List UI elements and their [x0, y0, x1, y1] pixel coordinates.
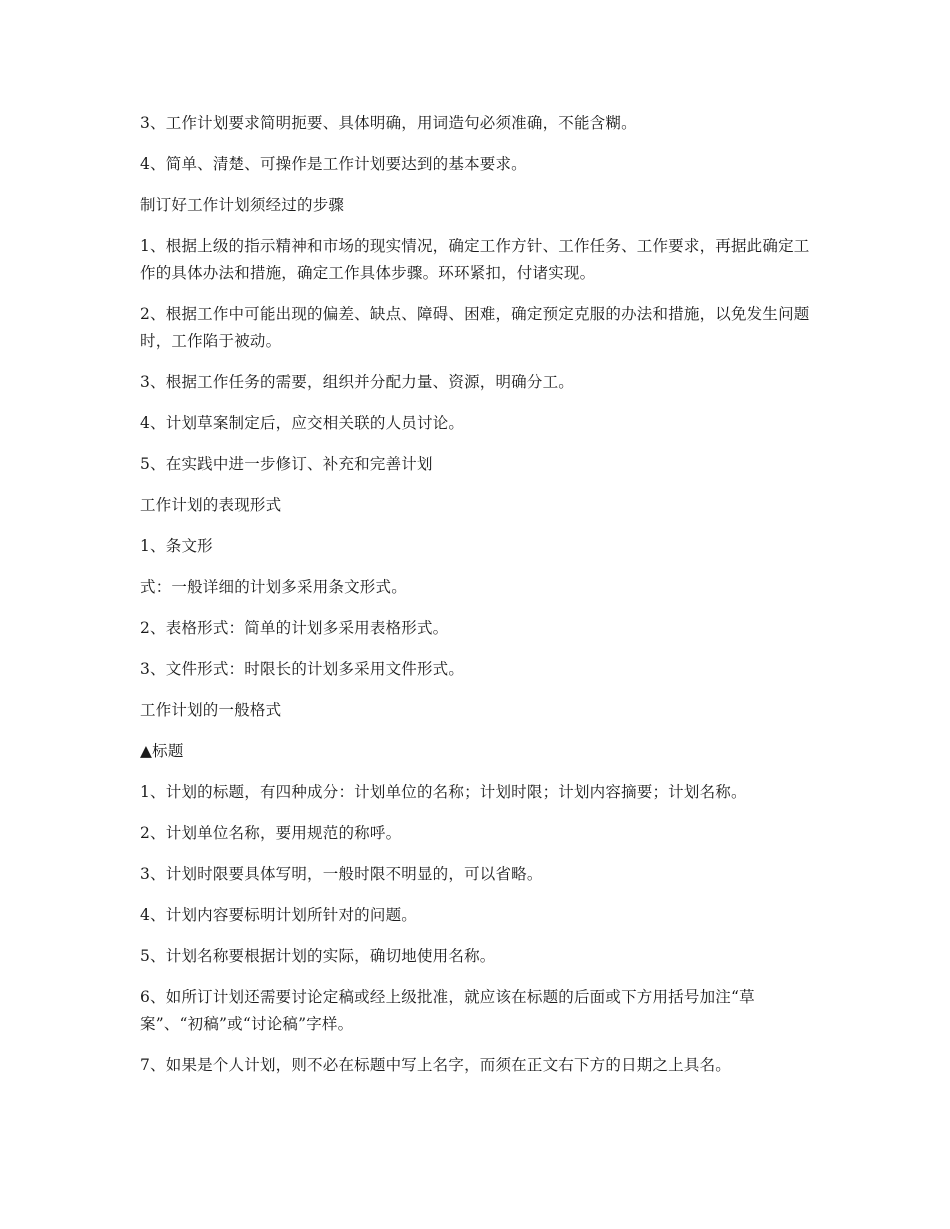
paragraph-step-5: 5、在实践中进一步修订、补充和完善计划: [140, 455, 433, 473]
paragraph-step-2: 2、根据工作中可能出现的偏差、缺点、障碍、困难，确定预定克服的办法和措施，以免发生问题时，工作陷于被动。: [140, 305, 810, 350]
paragraph-title-6: 6、如所订计划还需要讨论定稿或经上级批准，就应该在标题的后面或下方用括号加注“草案”、“初稿”或“讨论稿”字样。: [140, 988, 755, 1033]
paragraph-form-2: 2、表格形式：简单的计划多采用表格形式。: [140, 619, 449, 637]
paragraph-requirement-4: 4、简单、清楚、可操作是工作计划要达到的基本要求。: [140, 155, 527, 173]
paragraph-title-5: 5、计划名称要根据计划的实际，确切地使用名称。: [140, 947, 496, 965]
paragraph-step-1: 1、根据上级的指示精神和市场的现实情况，确定工作方针、工作任务、工作要求，再据此确定工作的具体办法和措施，确定工作具体步骤。环环紧扣，付诸实现。: [140, 237, 810, 282]
paragraph-title-7: 7、如果是个人计划，则不必在标题中写上名字，而须在正文右下方的日期之上具名。: [140, 1056, 731, 1074]
section-heading-forms: 工作计划的表现形式: [140, 496, 282, 514]
paragraph-form-1b: 式：一般详细的计划多采用条文形式。: [140, 578, 407, 596]
section-heading-steps: 制订好工作计划须经过的步骤: [140, 196, 345, 214]
paragraph-form-3: 3、文件形式：时限长的计划多采用文件形式。: [140, 660, 465, 678]
paragraph-title-4: 4、计划内容要标明计划所针对的问题。: [140, 906, 417, 924]
paragraph-title-2: 2、计划单位名称，要用规范的称呼。: [140, 824, 402, 842]
paragraph-requirement-3: 3、工作计划要求简明扼要、具体明确，用词造句必须准确，不能含糊。: [140, 114, 637, 132]
subheading-title: ▲标题: [140, 742, 184, 760]
paragraph-title-3: 3、计划时限要具体写明，一般时限不明显的，可以省略。: [140, 865, 543, 883]
paragraph-step-4: 4、计划草案制定后，应交相关联的人员讨论。: [140, 414, 465, 432]
paragraph-form-1a: 1、条文形: [140, 537, 213, 555]
document-body: [140, 110, 810, 1093]
section-heading-format: 工作计划的一般格式: [140, 701, 282, 719]
paragraph-step-3: 3、根据工作任务的需要，组织并分配力量、资源，明确分工。: [140, 373, 574, 391]
paragraph-title-1: 1、计划的标题，有四种成分：计划单位的名称；计划时限；计划内容摘要；计划名称。: [140, 783, 747, 801]
